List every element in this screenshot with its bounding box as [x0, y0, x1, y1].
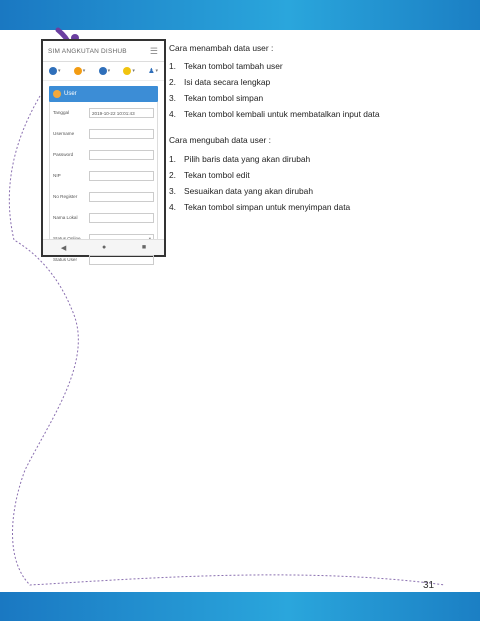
form-label: Username — [53, 131, 75, 136]
mail-icon[interactable]: ▾ — [74, 67, 86, 75]
password-field[interactable] — [89, 150, 154, 160]
list-item: 4. Tekan tombol simpan untuk menyimpan data — [169, 201, 351, 212]
name-field[interactable] — [89, 213, 154, 223]
back-icon[interactable]: ◀ — [60, 244, 67, 252]
form-row — [53, 150, 154, 169]
panel-header — [49, 86, 158, 102]
form-row — [53, 213, 154, 232]
username-field[interactable] — [89, 129, 154, 139]
form-row — [53, 255, 154, 274]
notification-icon[interactable]: ▾ — [49, 67, 61, 75]
form-row — [53, 192, 154, 211]
list-item: 1. Tekan tombol tambah user — [169, 61, 283, 72]
user-form — [49, 102, 158, 262]
form-row — [53, 108, 154, 127]
edit-steps — [169, 155, 469, 211]
settings-icon[interactable]: ▾ — [99, 67, 111, 75]
profile-icon[interactable]: ♟ ▾ — [148, 68, 158, 75]
bottom-banner — [0, 592, 480, 621]
form-label: Nama Lokal — [53, 215, 78, 220]
phone-screenshot — [41, 39, 166, 262]
register-field[interactable] — [89, 192, 154, 202]
alert-icon[interactable]: ▾ — [123, 67, 135, 75]
add-steps — [169, 62, 469, 118]
form-label: No Register — [53, 194, 78, 199]
form-label: Status User — [53, 257, 77, 262]
user-icon — [53, 90, 61, 98]
add-heading: Cara menambah data user : — [169, 43, 274, 53]
page-number: 31 — [423, 580, 435, 591]
instructions — [169, 44, 469, 219]
app-title: SIM ANGKUTAN DISHUB — [48, 47, 127, 55]
list-item: 2. Tekan tombol edit — [169, 169, 250, 180]
android-navbar — [43, 239, 164, 255]
list-item: 2. Isi data secara lengkap — [169, 77, 271, 88]
list-item: 3. Tekan tombol simpan — [169, 93, 264, 104]
form-label: Password — [53, 152, 74, 157]
form-label: NIP — [53, 173, 61, 178]
status-user-select[interactable] — [89, 255, 154, 265]
form-label: Tanggal — [53, 110, 70, 115]
panel-title: User — [64, 91, 77, 97]
toolbar-icons — [43, 62, 164, 81]
app-header — [43, 41, 164, 62]
hamburger-icon[interactable]: ☰ — [149, 45, 158, 56]
form-row — [53, 129, 154, 148]
date-field[interactable]: 2019-10-22 10:01:43 — [89, 108, 154, 118]
list-item: 3. Sesuaikan data yang akan dirubah — [169, 185, 313, 196]
list-item: 4. Tekan tombol kembali untuk membatalkan input data — [169, 109, 380, 120]
form-row — [53, 171, 154, 190]
home-icon[interactable]: ● — [101, 244, 107, 251]
edit-heading: Cara mengubah data user : — [169, 135, 271, 146]
recent-icon[interactable]: ■ — [141, 244, 147, 251]
nip-field[interactable] — [89, 171, 154, 181]
list-item: 1. Pilih baris data yang akan dirubah — [169, 153, 311, 164]
